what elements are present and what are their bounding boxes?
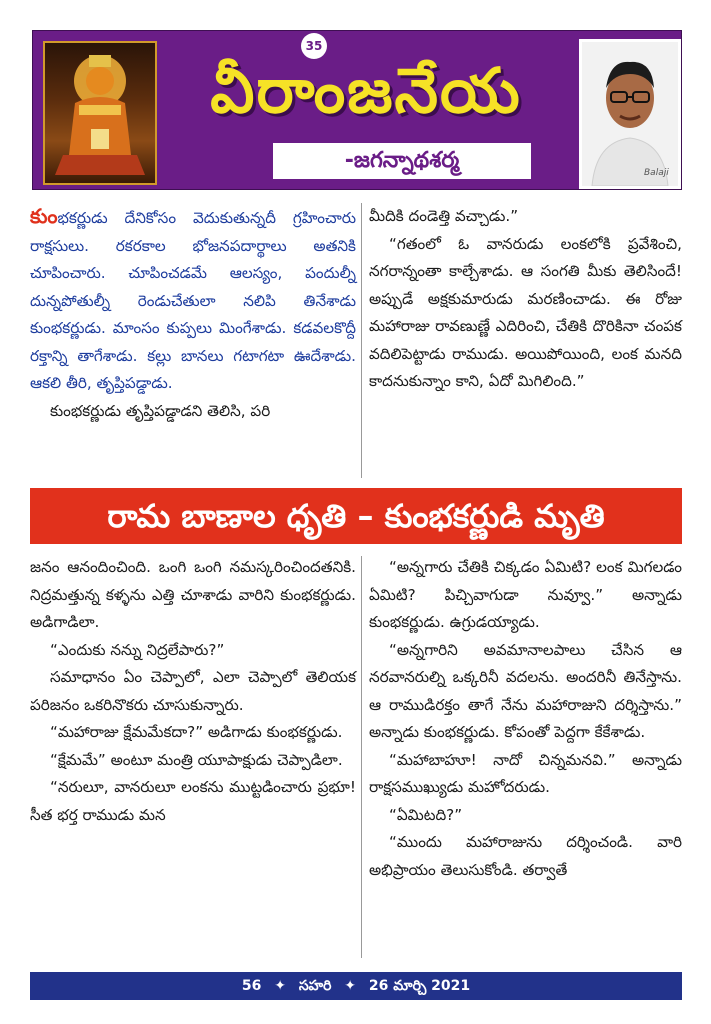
- column-divider: [361, 556, 362, 958]
- paragraph: “అన్నగారు చేతికి చిక్కడం ఏమిటి? లంక మిగలడం ఏమిటి? పిచ్చివాగుడా నువ్వూ.” అన్నాడు కుంభకర్ణుడు. ఉగ్రుడయ్యాడు.: [369, 558, 682, 631]
- section-headline: రామ బాణాల ధృతి – కుంభకర్ణుడి మృతి: [30, 488, 682, 544]
- column-bottom-left: [30, 554, 356, 829]
- paragraph: సమాధానం ఏం చెప్పాలో, ఎలా చెప్పాలో తెలియక పరిజనం ఒకరినొకరు చూసుకున్నారు.: [30, 668, 356, 714]
- paragraph: [30, 203, 356, 398]
- column-top-right: [369, 203, 682, 396]
- paragraph: మీదికి దండెత్తి వచ్చాడు.”: [369, 207, 519, 225]
- banner-background: [32, 30, 682, 190]
- paragraph: జనం ఆనందించింది. ఒంగి ఒంగి నమస్కరించిందతనికి. నిద్రమత్తున్న కళ్ళను ఎత్తి చూశాడు వారిని కుంభకర్ణుడు. అడిగాడిలా.: [30, 558, 356, 631]
- magazine-name: సహరి: [298, 978, 332, 994]
- author-byline: -జగన్నాథశర్మ: [273, 143, 531, 179]
- star-separator-icon: ✦: [274, 978, 286, 994]
- author-photo: [579, 39, 681, 189]
- column-banner: [32, 30, 680, 190]
- paragraph: “మహారాజు క్షేమమేకదా?” అడిగాడు కుంభకర్ణుడు.: [50, 723, 343, 741]
- author-portrait: [582, 42, 678, 186]
- column-bottom-right: [369, 554, 682, 884]
- page-footer: [30, 972, 682, 1000]
- paragraph: “క్షేమమే” అంటూ మంత్రి యూపాక్షుడు చెప్పాడిలా.: [50, 750, 343, 769]
- paragraph: “ఎందుకు నన్ను నిద్రలేపారు?”: [50, 640, 225, 659]
- serial-number: 35: [301, 33, 327, 59]
- issue-date: 26 మార్చి 2021: [368, 978, 471, 994]
- drop-cap: కుం: [30, 204, 58, 228]
- paragraph: “అన్నగారిని అవమానాలపాలు చేసిన ఆ నరవానరుల్ని ఒక్కరినీ వదలను. అందరినీ తినేస్తాను. ఆ రాముడిరక్తం తాగే నేను మహారాజుని దర్శిస్తాను.” అన్నాడు కుంభకర్ణుడు. కోపంతో పెద్దగా కేకేశాడు.: [369, 640, 682, 741]
- paragraph: “గతంలో ఓ వానరుడు లంకలోకి ప్రవేశించి, నగరాన్నంతా కాల్చేశాడు. ఆ సంగతి మీకు తెలిసిందే! అప్పుడే అక్షకుమారుడు మరణించాడు. ఈ రోజు మహారాజు రావణుణ్ణే ఎదిరించి, చేతికి దొరికినా చంపక వదిలిపెట్టాడు రాముడు. అయిపోయింది, లంక మనది కాదనుకున్నాం కాని, ఏదో మిగిలింది.”: [369, 234, 682, 390]
- paragraph: కుంభకర్ణుడు తృప్తిపడ్డాడని తెలిసి, పరి: [50, 401, 271, 420]
- hanuman-image: [43, 41, 157, 185]
- opening-paragraph: [30, 203, 356, 398]
- paragraph: “ఏమిటది?”: [389, 805, 463, 824]
- hanuman-illustration: [45, 43, 155, 183]
- column-top-left: [30, 203, 356, 425]
- star-separator-icon: ✦: [344, 978, 357, 994]
- paragraph: “మహాబాహూ! నాదో చిన్నమనవి.” అన్నాడు రాక్షసముఖ్యుడు మహోదరుడు.: [369, 750, 682, 796]
- paragraph: “నరులూ, వానరులూ లంకను ముట్టడించారు ప్రభూ! సీత భర్త రాముడు మన: [30, 778, 356, 824]
- artist-signature: Balaji: [644, 168, 669, 178]
- page-number: 56: [241, 978, 262, 994]
- column-title: వీరాంజనేయ: [210, 54, 522, 127]
- paragraph: “ముందు మహారాజును దర్శించండి. వారి అభిప్రాయం తెలుసుకోండి. తర్వాతే: [369, 833, 682, 879]
- paragraph-text: భకర్ణుడు దేనికోసం వెదుకుతున్నదీ గ్రహించారు రాక్షసులు. రకరకాల భోజనపదార్థాలు అతనికి చూపించారు. చూపించడమే ఆలస్యం, పందుల్నీ దున్నపోతుల్నీ రెండుచేతులా నలిపి తినేశాడు కుంభకర్ణుడు. మాంసం కుప్పలు మింగేశాడు. కడవలకొద్దీ రక్తాన్ని తాగేశాడు. కల్లు బానలు గటాగటా ఊదేశాడు. ఆకలి తీరి, తృప్తిపడ్డాడు.: [30, 209, 356, 392]
- column-divider: [361, 203, 362, 478]
